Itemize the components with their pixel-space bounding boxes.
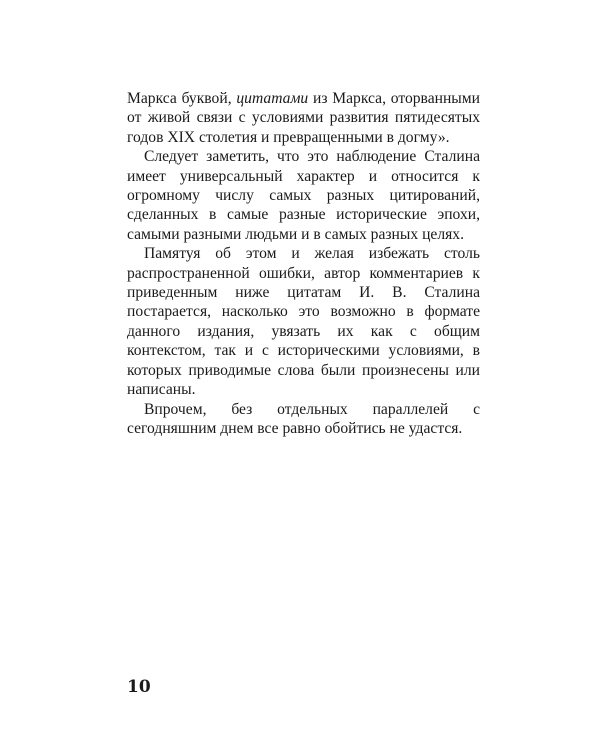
paragraph-1 (127, 89, 480, 147)
paragraph-2: Следует заметить, что это наблюдение Сталина имеет универсальный характер и относится к огромному числу самых разных цитирований, сделанных в самые разные исторические эпохи, самыми разными людьми и в самых разных целях. (127, 148, 480, 243)
paragraph-1-start: Маркса буквой, (127, 90, 237, 107)
emphasized-word: цитатами (236, 90, 309, 107)
page-number: 10 (127, 677, 151, 697)
paragraph-4: Впрочем, без отдельных параллелей с сегодняшним днем все равно обойтись не удастся. (127, 400, 480, 437)
body-text (127, 89, 480, 438)
paragraph-3: Памятуя об этом и желая избежать столь распространенной ошибки, автор комментариев к приведенным ниже цитатам И. В. Сталина постарается, насколько это возможно в формате данного издания, увязать их как с общим контекстом, так и с историческими условиями, в которых приводимые слова были произнесены или написаны. (127, 245, 480, 399)
paragraph-1-end: из Маркса, оторванными от живой связи с условиями развития пятидесятых годов XIX столетия и превращенными в догму». (127, 90, 480, 146)
